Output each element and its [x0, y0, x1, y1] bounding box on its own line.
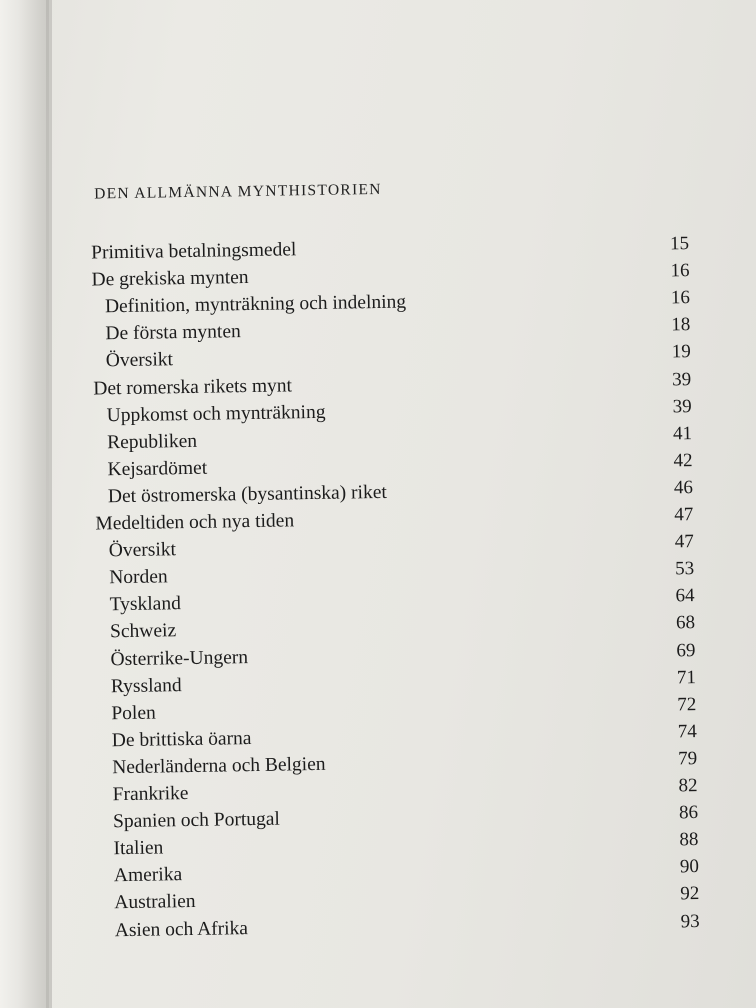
- toc-entry-page-number: 92: [680, 883, 700, 905]
- toc-entry-title: Republiken: [106, 430, 198, 453]
- toc-entry-page-number: 19: [671, 341, 691, 363]
- toc-entry-page-number: 16: [670, 260, 690, 282]
- toc-entry-page-number: 15: [669, 233, 690, 255]
- toc-entry-title: Amerika: [113, 864, 183, 887]
- toc-entry-title: De brittiska öarna: [111, 727, 252, 752]
- toc-entry-page-number: 79: [677, 747, 698, 770]
- toc-entry-page-number: 86: [678, 802, 699, 824]
- toc-entry-page-number: 93: [680, 910, 700, 932]
- toc-entry-title: Österrike-Ungern: [110, 646, 249, 670]
- toc-entry-title: Ryssland: [110, 674, 182, 697]
- toc-entry-title: Frankrike: [112, 783, 189, 806]
- toc-entry-page-number: 39: [672, 395, 692, 417]
- toc-entry-page-number: 46: [673, 476, 694, 499]
- toc-entry-title: Polen: [111, 702, 156, 724]
- toc-entry-title: Asien och Afrika: [114, 917, 249, 941]
- toc-entry-page-number: 82: [678, 775, 698, 797]
- toc-entry-title: Det romerska rikets mynt: [93, 374, 293, 399]
- toc-entry-page-number: 68: [675, 612, 696, 634]
- toc-entry-title: De grekiska mynten: [91, 267, 249, 291]
- toc-entry-title: Kejsardömet: [107, 457, 208, 481]
- toc-entry-page-number: 53: [675, 558, 695, 580]
- toc-entry-title: Det östromerska (bysantinska) riket: [107, 481, 387, 508]
- section-heading: DEN ALLMÄNNA MYNTHISTORIEN: [94, 180, 382, 203]
- toc-entry-title: Schweiz: [109, 620, 177, 643]
- toc-entry-page-number: 72: [677, 693, 697, 716]
- toc-entry-title: Australien: [114, 891, 196, 914]
- toc-entry-title: Spanien och Portugal: [112, 808, 281, 833]
- toc-entry-page-number: 90: [679, 856, 700, 878]
- toc-entry-page-number: 64: [675, 585, 695, 607]
- toc-entry-title: Översikt: [108, 539, 177, 562]
- toc-entry-title: Medeltiden och nya tiden: [95, 510, 295, 535]
- toc-entry-page-number: 42: [673, 449, 693, 472]
- toc-entry-page-number: 71: [676, 666, 697, 688]
- toc-entry-page-number: 69: [676, 639, 696, 661]
- toc-entry-page-number: 74: [677, 720, 697, 743]
- toc-entry-title: Definition, mynträkning och indelning: [104, 291, 407, 318]
- toc-entry-page-number: 41: [672, 422, 693, 445]
- toc-entry-page-number: 39: [672, 368, 692, 390]
- toc-entry-title: De första mynten: [105, 321, 241, 345]
- toc-entry-title: Nederländerna och Belgien: [112, 753, 326, 779]
- toc-entry-page-number: 16: [670, 287, 691, 309]
- toc-entry-title: Tyskland: [109, 593, 182, 616]
- toc-entry-page-number: 47: [674, 504, 694, 526]
- toc-entry-title: Primitiva betalningsmedel: [90, 239, 297, 264]
- toc-entry-page-number: 88: [679, 829, 699, 851]
- toc-entry-page-number: 47: [674, 531, 694, 553]
- toc-entry-title: Översikt: [105, 349, 174, 372]
- toc-entry-title: Italien: [113, 837, 164, 860]
- toc-entry-title: Uppkomst och mynträkning: [106, 401, 326, 426]
- toc-entry-page-number: 18: [671, 314, 691, 336]
- toc-entry-title: Norden: [109, 566, 168, 589]
